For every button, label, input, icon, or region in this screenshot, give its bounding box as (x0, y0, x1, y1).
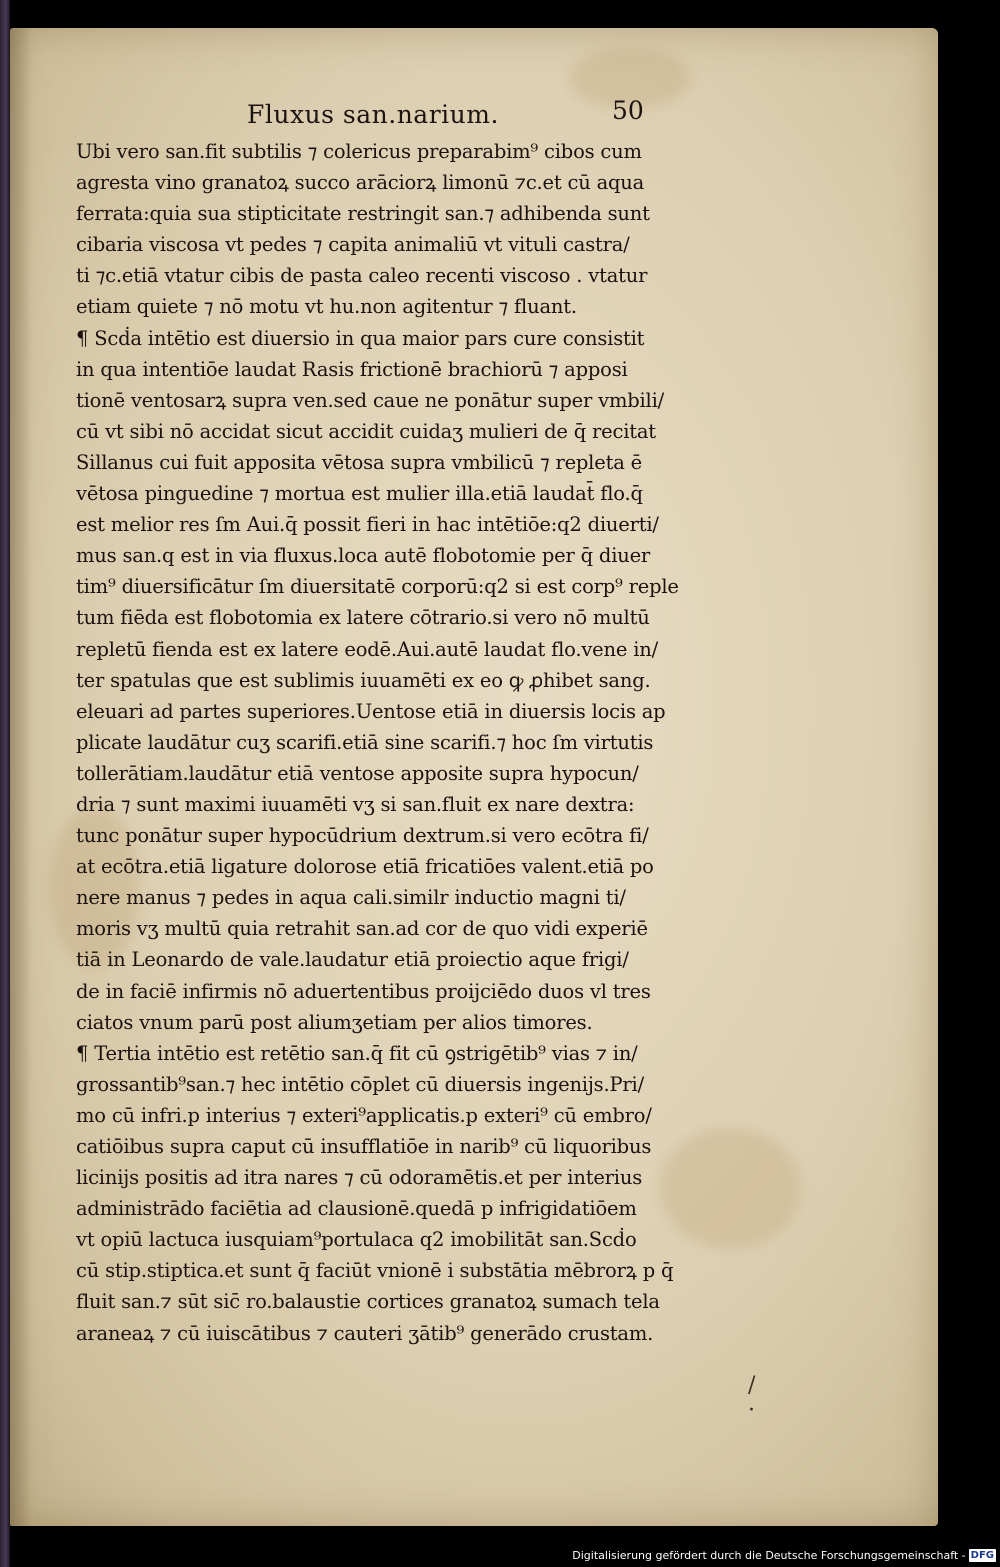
funding-credit: Digitalisierung gefördert durch die Deutsche Forschungsgemeinschaft - (572, 1548, 966, 1562)
digitization-footer (572, 1547, 996, 1563)
text-line: tunc ponātur super hypocūdrium dextrum.si vero ecōtra fi/ (76, 824, 649, 848)
running-title: Fluxus san.narium. (247, 100, 499, 129)
text-line: de in faciē infirmis nō aduertentibus proijciēdo duos vl tres (76, 979, 651, 1003)
text-line: grossantib⁹san.⁊ hec intētio cōplet cū diuersis ingenijs.Pri/ (76, 1072, 644, 1096)
text-line: Ubi vero san.fit subtilis ⁊ colericus preparabim⁹ cibos cum (76, 140, 642, 163)
text-line: tim⁹ diuersificātur ſm diuersitatē corporū:q2 si est corp⁹ reple (76, 575, 679, 599)
text-line: tiā in Leonardo de vale.laudatur etiā proiectio aque frigi/ (76, 948, 629, 972)
text-line: Sillanus cui fuit apposita vētosa supra vmbilicū ⁊ repleta ē (76, 450, 642, 474)
text-line: cū vt sibi nō accidat sicut accidit cuidaʒ mulieri de q̄ recitat (76, 419, 656, 443)
text-line: fluit san.⁊ sūt sic̄ ro.balaustie cortices granatoꝝ sumach tela (76, 1290, 660, 1314)
text-line: eleuari ad partes superiores.Uentose etiā in diuersis locis ap (76, 699, 666, 723)
marginal-mark: / · (748, 1373, 756, 1423)
text-line: ciatos vnum parū post aliumʒetiam per alios timores. (76, 1010, 593, 1034)
text-line: in qua intentiōe laudat Rasis frictionē brachiorū ⁊ apposi (76, 357, 628, 381)
text-line: tollerātiam.laudātur etiā ventose apposite supra hypocun/ (76, 761, 639, 785)
text-line: vētosa pinguedine ⁊ mortua est mulier illa.etiā laudat̄ flo.q̄ (76, 482, 643, 506)
text-line: licinijs positis ad itra nares ⁊ cū odoramētis.et per interius (76, 1166, 643, 1190)
text-line: etiam quiete ⁊ nō motu vt hu.non agitentur ⁊ fluant. (76, 295, 577, 319)
text-line: administrādo faciētia ad clausionē.quedā p infrigidatiōem (76, 1197, 637, 1221)
folio-number: 50 (612, 96, 644, 125)
text-line: tionē ventosarꝝ supra ven.sed caue ne ponātur super vmbili/ (76, 388, 665, 412)
text-line: agresta vino granatoꝝ succo arāciorꝝ limonū ⁊c.et cū aqua (76, 171, 645, 195)
text-line: at ecōtra.etiā ligature dolorose etiā fricatiōes valent.etiā po (76, 855, 654, 879)
text-line: ¶ Tertia intētio est retētio san.q̄ fit cū ꝯstrigētib⁹ vias ⁊ in/ (76, 1041, 638, 1065)
text-line: mus san.q est in via fluxus.loca autē flobotomie per q̄ diuer (76, 544, 651, 568)
text-line: catiōibus supra caput cū insufflatiōe in narib⁹ cū liquoribus (76, 1135, 652, 1158)
text-line: ¶ Scḋa intētio est diuersio in qua maior pars cure consistit (76, 326, 645, 350)
text-line: moris vʒ multū quia retrahit san.ad cor de quo vidi experiē (76, 917, 648, 941)
text-line: est melior res ſm Aui.q̄ possit fieri in hac intētiōe:q2 diuerti/ (76, 513, 659, 537)
text-line: mo cū infri.p interius ⁊ exteri⁹applicatis.p exteri⁹ cū embro/ (76, 1103, 652, 1127)
book-spine-edge (0, 0, 10, 1567)
page-header (10, 88, 938, 128)
text-line: araneaꝝ ⁊ cū iuiscātibus ⁊ cauteri ʒātib⁹ generādo crustam. (76, 1321, 654, 1345)
text-line: ti ⁊c.etiā vtatur cibis de pasta caleo recenti viscoso . vtatur (76, 264, 648, 288)
book-page (10, 28, 938, 1526)
text-line: nere manus ⁊ pedes in aqua cali.similr inductio magni ti/ (76, 886, 626, 910)
text-line: ferrata:quia sua stipticitate restringit san.⁊ adhibenda sunt (76, 202, 650, 226)
text-line: repletū fienda est ex latere eodē.Aui.autē laudat flo.vene in/ (76, 637, 658, 661)
text-line: dria ⁊ sunt maximi iuuamēti vʒ si san.fluit ex nare dextra: (76, 792, 635, 816)
text-line: vt opiū lactuca iusquiam⁹portulaca q2 imobilitāt san.Scḋo (76, 1228, 637, 1252)
body-text (76, 136, 756, 1349)
text-line: plicate laudātur cuʒ scarifi.etiā sine scarifi.⁊ hoc ſm virtutis (76, 730, 654, 754)
text-line: ter spatulas que est sublimis iuuamēti ex eo ꝙ ꝓhibet sang. (76, 668, 651, 692)
text-line: tum fiēda est flobotomia ex latere cōtrario.si vero nō multū (76, 606, 650, 630)
dfg-logo: DFG (970, 1549, 994, 1561)
text-line: cū stip.stiptica.et sunt q̄ faciūt vnionē i substātia mēbrorꝝ p q̄ (76, 1259, 674, 1283)
text-line: cibaria viscosa vt pedes ⁊ capita animaliū vt vituli castra/ (76, 233, 630, 257)
